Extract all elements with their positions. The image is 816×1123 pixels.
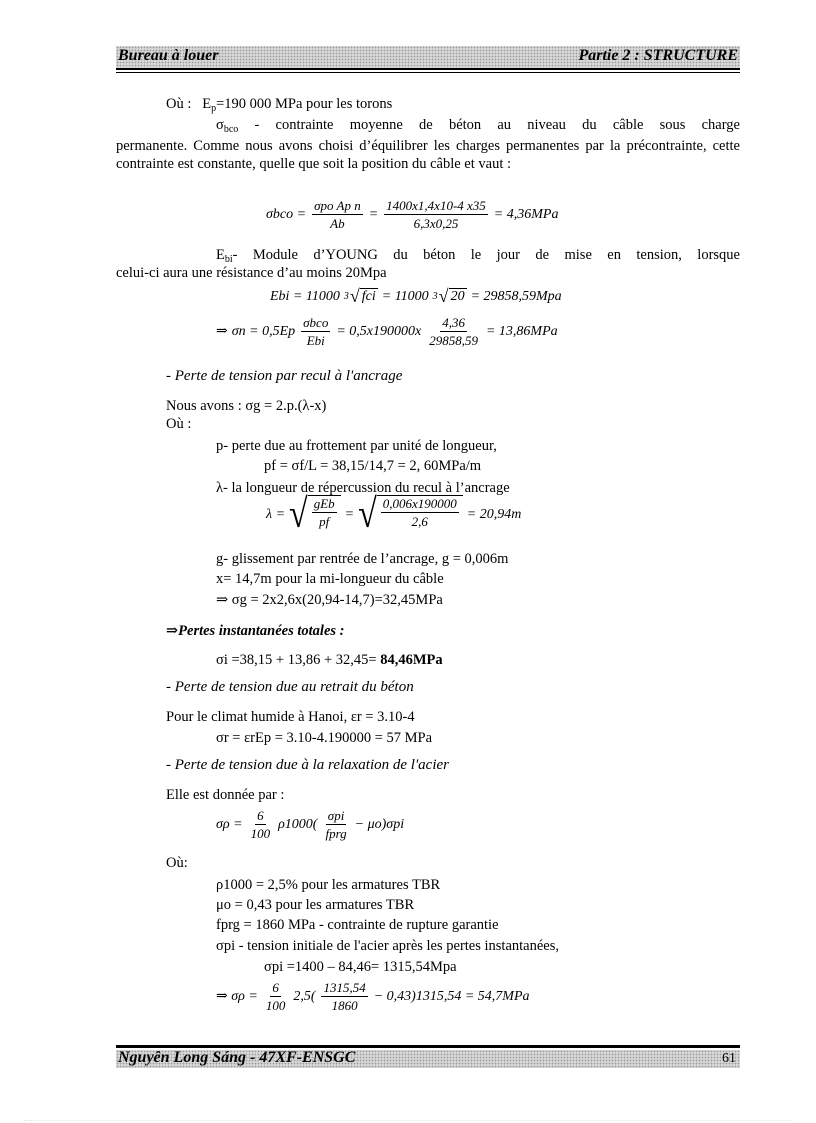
eq1-lhs: σbco = [266,206,307,222]
eq2-root-2: √ 20 [438,286,465,306]
eq3-num1: σbco [303,315,329,330]
header-section: Partie 2 : STRUCTURE [578,47,738,64]
ep-text: =190 000 MPa pour les torons [216,96,393,112]
eq3-result: = 13,86MPa [485,323,558,339]
sigma-bco-text: - contrainte moyenne de béton au niveau du câble sous charge [238,117,740,133]
eq5-num1: 6 [257,808,264,823]
eq3-lhs: σn = 0,5Ep [231,323,296,339]
sigma-i-text: σi =38,15 + 13,86 + 32,45= [216,652,381,668]
eq5-fraction-2 [323,808,348,841]
eq2-lhs: Ebi = 11000 [270,288,340,304]
mu-line: μo = 0,43 pour les armatures TBR [216,897,415,913]
eq4-root-2: √ $\frac{0,006x190000}{2,6}$ [358,500,463,530]
eq6-den1: 100 [265,998,286,1013]
eq4-num2: 0,006x190000 [382,496,457,511]
eq4-den2: 2,6 [411,514,428,529]
eq4-result: = 20,94m [466,507,522,522]
equation-sigma-n [216,315,558,348]
eq4-lhs: λ = [266,507,286,522]
eq2-radicand-2: 20 [450,289,465,304]
eq2-result: = 29858,59Mpa [470,288,562,304]
rho-line: ρ1000 = 2,5% pour les armatures TBR [216,877,441,893]
sigma-g-formula: Nous avons : σg = 2.p.(λ-x) [166,398,327,414]
section-title-recul: - Perte de tension par recul à l'ancrage [166,368,403,384]
eq2-radicand-1: fci [361,289,376,304]
sigma-r-line: σr = εrEp = 3.10-4.190000 = 57 MPa [216,730,433,746]
ou-label-3: Où: [166,855,188,871]
eq5-result: − μo)σpi [354,816,405,832]
section-title-instantanees: ⇒Pertes instantanées totales : [166,623,345,639]
page-number: 61 [722,1051,736,1066]
eq6-lhs: ⇒ σρ = [216,989,258,1004]
x-definition: x= 14,7m pour la mi-longueur du câble [216,571,444,587]
eq6-num1: 6 [272,980,279,995]
eq6-result: − 0,43)1315,54 = 54,7MPa [373,988,530,1004]
ou-label-2: Où : [166,416,192,432]
eq4-equals: = [344,507,355,522]
eq2-root-index-2: 3 [432,291,438,302]
pf-value: pf = σf/L = 38,15/14,7 = 2, 60MPa/m [264,458,482,474]
eq4-den1: pf [319,514,330,529]
eq3-fraction-1 [301,315,330,348]
eq5-den2: fprg [325,826,347,841]
eq1-fraction-1 [312,198,363,231]
eq2-root-1: √ fci [349,286,376,306]
eq1-fraction-2 [384,198,488,231]
sigma-pi-value: σpi =1400 – 84,46= 1315,54Mpa [264,959,457,975]
equation-sigma-bco [266,198,558,231]
ou-label: Où : [166,96,192,112]
eq3-mid: = 0,5x190000x [336,323,422,339]
sigma-sub: bco [223,124,239,135]
eq5-num2: σpi [327,808,345,823]
eq1-den2: 6,3x0,25 [413,216,459,231]
ebi-symbol: E [216,247,225,263]
eq4-num1: gEb [313,496,335,511]
lambda-definition: λ- la longueur de répercussion du recul à l’ancrage [216,480,510,496]
equation-sigma-rho-result [216,980,530,1013]
equation-ebi [270,288,562,305]
eq1-num1: σpo Ap n [314,198,361,213]
eq6-mid: 2,5( [293,988,316,1004]
section-title-retrait: - Perte de tension due au retrait du béton [166,679,414,695]
ebi-sub: bi [224,254,233,265]
eq3-den1: Ebi [306,333,325,348]
fprg-line: fprg = 1860 MPa - contrainte de rupture garantie [216,917,499,933]
footer-rule [116,1045,740,1048]
eq1-result: = 4,36MPa [493,206,559,222]
paragraph-permanente: permanente. Comme nous avons choisi d’équilibrer les charges permanentes par la précontrainte, cette contrainte est constante, quelle que soit la position du câble et vaut : [116,138,740,172]
climat-line: Pour le climat humide à Hanoi, εr = 3.10-4 [166,709,415,725]
sigma-g-result: ⇒ σg = 2x2,6x(20,94-14,7)=32,45MPa [216,592,443,608]
eq3-num2: 4,36 [442,315,465,330]
eq3-den2: 29858,59 [429,333,478,348]
eq2-root-index-1: 3 [343,291,349,302]
header-rule [116,68,740,70]
ebi-text: - Module d’YOUNG du béton le jour de mise en tension, lorsque [232,247,740,263]
sigma-i-line [216,652,443,669]
ebi-line-2: celui-ci aura une résistance d’au moins 20Mpa [116,265,387,281]
eq6-num2: 1315,54 [323,980,366,995]
eq6-fraction-1 [264,980,288,1013]
header-rule-thin [116,72,740,73]
bottom-dotted-line [24,1120,792,1122]
sigma-symbol: σ [216,117,224,133]
eq1-num2: 1400x1,4x10-4 x35 [386,198,486,213]
header-title: Bureau à louer [118,47,219,64]
sigma-i-total: 84,46MPa [380,652,443,668]
eq3-fraction-2 [427,315,480,348]
eq6-den2: 1860 [331,998,358,1013]
footer-author: Nguyên Long Sáng - 47XF-ENSGC [118,1049,356,1066]
elle-line: Elle est donnée par : [166,787,285,803]
eq4-root-1: √ $\frac{\text{gEb}}{pf}$ [289,500,341,530]
eq1-equals: = [368,206,379,222]
eq5-den1: 100 [250,826,271,841]
ep-line [166,96,392,117]
eq5-lhs: σρ = [216,816,243,832]
p-definition: p- perte due au frottement par unité de longueur, [216,438,497,454]
ep-sub: p [211,103,217,114]
equation-lambda [266,492,522,537]
sigma-bco-line [216,117,740,138]
eq5-fraction-1 [249,808,273,841]
arrow-icon: ⇒ [216,324,228,339]
eq1-den1: Ab [330,216,345,231]
eq5-mid: ρ1000( [278,816,318,832]
eq6-fraction-2 [321,980,367,1013]
section-title-relaxation: - Perte de tension due à la relaxation de l'acier [166,757,449,773]
g-definition: g- glissement par rentrée de l’ancrage, g = 0,006m [216,551,509,567]
sigma-pi-definition: σpi - tension initiale de l'acier après les pertes instantanées, [216,938,560,954]
eq2-mid: = 11000 [381,288,429,304]
ep-symbol: E [202,96,212,112]
equation-sigma-rho [216,808,404,841]
